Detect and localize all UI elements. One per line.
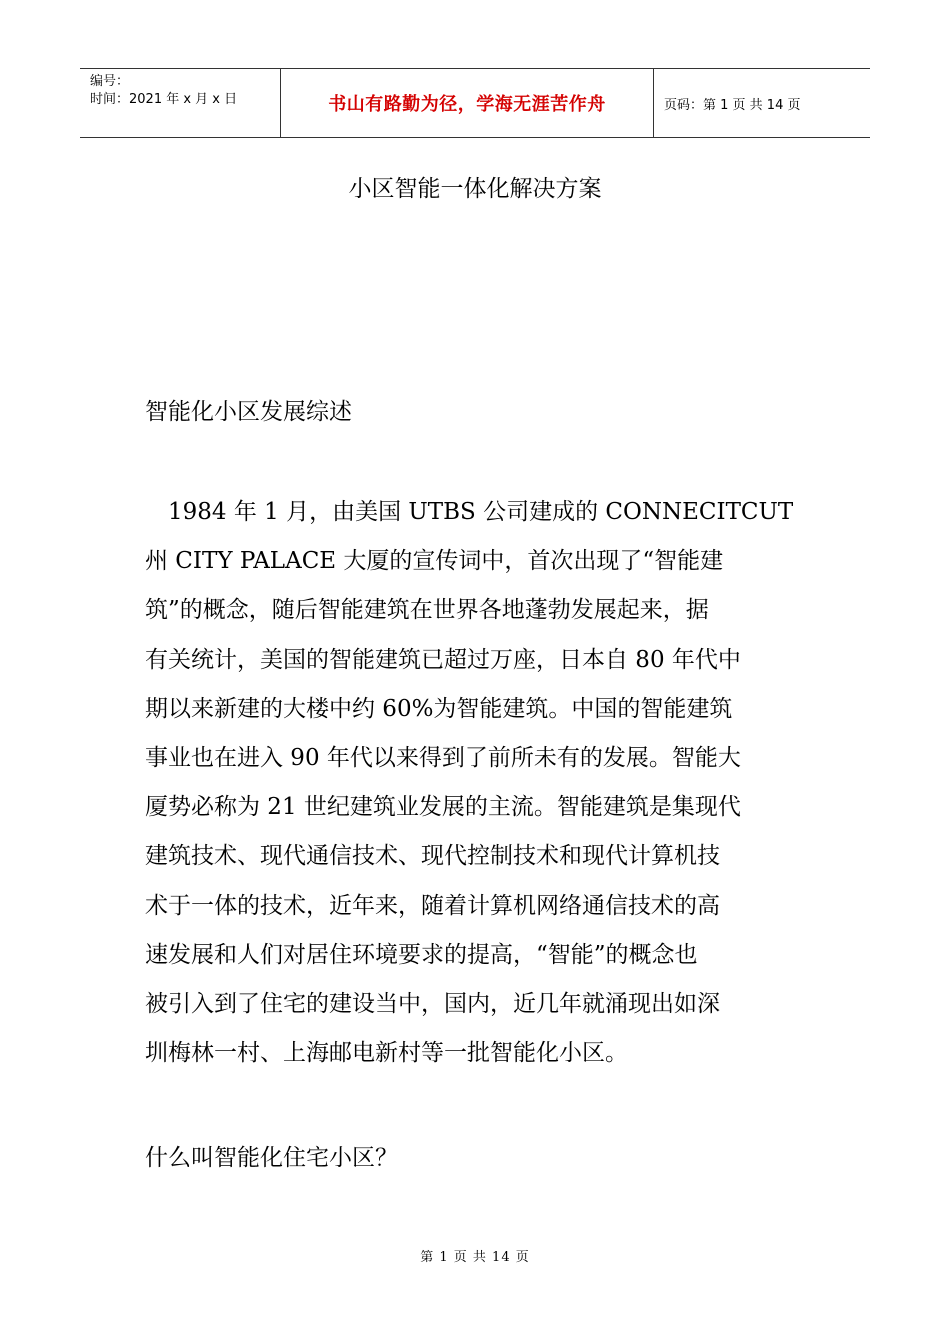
date-line: 时间：2021 年 x 月 x 日 bbox=[90, 92, 238, 107]
paragraph-line: 被引入到了住宅的建设当中，国内，近几年就涌现出如深 bbox=[145, 991, 720, 1018]
header-left-cell bbox=[80, 69, 280, 137]
section-heading-definition: 什么叫智能化住宅小区？ bbox=[145, 1145, 398, 1171]
paragraph-line: 建筑技术、现代通信技术、现代控制技术和现代计算机技 bbox=[145, 843, 720, 870]
paragraph-line: 筑”的概念，随后智能建筑在世界各地蓬勃发展起来，据 bbox=[145, 597, 709, 624]
body-paragraph bbox=[145, 488, 805, 1078]
paragraph-line: 1984 年 1 月，由美国 UTBS 公司建成的 CONNECITCUT bbox=[145, 499, 794, 525]
document-title: 小区智能一体化解决方案 bbox=[348, 176, 602, 202]
paragraph-line: 速发展和人们对居住环境要求的提高，“智能”的概念也 bbox=[145, 941, 698, 968]
code-label: 编号： bbox=[90, 74, 130, 89]
page-header bbox=[80, 68, 870, 138]
paragraph-line: 术于一体的技术，近年来，随着计算机网络通信技术的高 bbox=[145, 892, 720, 919]
header-motto: 书山有路勤为径，学海无涯苦作舟 bbox=[280, 69, 654, 137]
paragraph-line: 期以来新建的大楼中约 60%为智能建筑。中国的智能建筑 bbox=[145, 695, 733, 722]
paragraph-line: 圳梅林一村、上海邮电新村等一批智能化小区。 bbox=[145, 1040, 628, 1067]
header-page-info: 页码：第 1 页 共 14 页 bbox=[664, 97, 801, 113]
page-footer: 第 1 页 共 14 页 bbox=[420, 1250, 530, 1265]
paragraph-line: 有关统计，美国的智能建筑已超过万座，日本自 80 年代中 bbox=[145, 646, 741, 673]
section-heading-overview: 智能化小区发展综述 bbox=[145, 399, 352, 425]
paragraph-line: 事业也在进入 90 年代以来得到了前所未有的发展。智能大 bbox=[145, 745, 741, 772]
paragraph-line: 厦势必称为 21 世纪建筑业发展的主流。智能建筑是集现代 bbox=[145, 794, 741, 821]
paragraph-line: 州 CITY PALACE 大厦的宣传词中，首次出现了“智能建 bbox=[145, 548, 724, 575]
